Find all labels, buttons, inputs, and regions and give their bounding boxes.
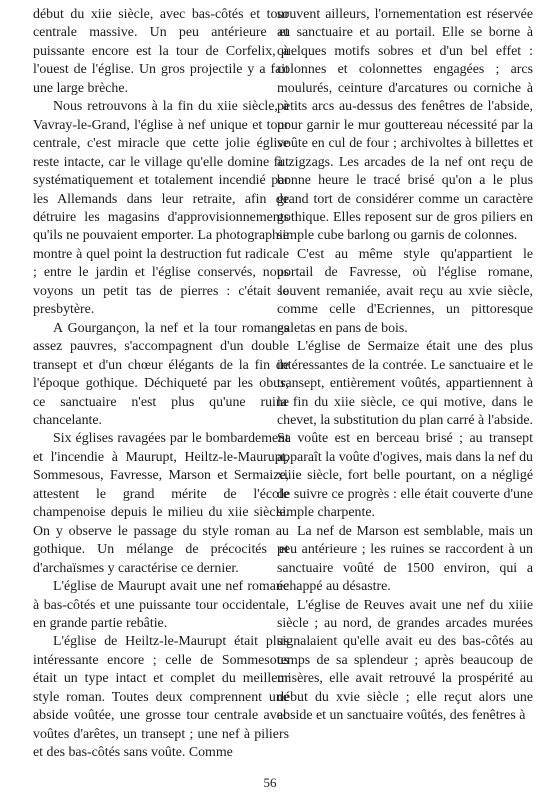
paragraph: souvent ailleurs, l'ornementation est réservée au sanctuaire et au portail. Elle se borne à quelques motifs sobres et d'un bel effet : colonnes et colonnettes engagées ; arcs moulurés, ceinture d'arcatures ou corniche à petits arcs au-dessus des fenêtres de l'abside, pour garnir le mur gouttereau nécessité par la voûte en cul de four ; archivoltes à billettes et à zigzags. Les arcades de la nef ont reçu de bonne heure le tracé brisé qu'on a le plus grand tort de considérer comme un caractère gothique. Elles reposent sur de gros piliers en simple cube barlong ou garnis de colonnes.	[277, 7, 533, 244]
page-number: 56	[263, 775, 277, 790]
paragraph: Nous retrouvons à la fin du xiie siècle, à Vavray-le-Grand, l'église à nef unique et tour centrale, c'est miracle que cette jolie église reste intacte, car le village qu'elle domine fut systématiquement et totalement incendié par les Allemands dans leur retraite, afin de détruire les magasins d'approvisionnements qu'ils ne pouvaient emporter. La photographie montre à quel point la destruction fut radicale ; entre le jardin et l'église conservés, nous voyons un petit tas de pierres : c'était le presbytère.	[33, 99, 289, 318]
paragraph: A Gourgançon, la nef et la tour romanes assez pauvres, s'accompagnent d'un double transept et d'un chœur élégants de la fin de l'époque gothique. Déchiqueté par les obus, ce sanctuaire n'est plus qu'une ruine chancelante.	[33, 320, 289, 428]
left-text-column	[33, 6, 289, 763]
right-text-column	[277, 6, 533, 726]
paragraph: début du xiie siècle, avec bas-côtés et tour centrale massive. Un peu antérieure et puissante encore est la tour de Corfelix, à l'ouest de l'église. Un gros projectile y a fait une large brèche.	[33, 7, 289, 96]
paragraph: La nef de Marson est semblable, mais un peu antérieure ; les ruines se raccordent à un sanctuaire voûté de 1500 environ, qui a échappé au désastre.	[277, 523, 533, 595]
paragraph: C'est au même style qu'appartient le portail de Favresse, où l'église romane, souvent remaniée, avait reçu au xvie siècle, comme celle d'Ecriennes, un pittoresque galetas en pans de bois.	[277, 246, 533, 336]
paragraph: L'église de Reuves avait une nef du xiiie siècle ; au nord, de grandes arcades murées signalaient qu'elle avait eu des bas-côtés au temps de sa splendeur ; après beaucoup de misères, elle avait retrouvé la prospérité au début du xvie siècle ; elle reçut alors une abside et un sanctuaire voûtés, des fenêtres à	[277, 597, 533, 724]
paragraph: L'église de Maurupt avait une nef romane à bas-côtés et une puissante tour occidentale, en grande partie rebâtie.	[33, 579, 289, 631]
paragraph: L'église de Sermaize était une des plus intéressantes de la contrée. Le sanctuaire et le transept, entièrement voûtés, appartiennent à la fin du xiie siècle, ce qui motive, dans le chevet, la substitution du plan carré à l'abside. Sa voûte est en berceau brisé ; au transept apparaît la voûte d'ogives, mais dans la nef du xiiie siècle, fort belle pourtant, on a négligé de suivre ce progrès : elle était couverte d'une simple charpente.	[277, 339, 533, 521]
paragraph: Six églises ravagées par le bombardement et l'incendie à Maurupt, Heiltz-le-Maurupt, Sommesous, Favresse, Marson et Sermaize, attestent le grand mérite de l'école champenoise depuis le milieu du xiie siècle. On y observe le passage du style roman au gothique. Un mélange de précocités et d'archaïsmes y caractérise ce dernier.	[33, 431, 289, 576]
paragraph: L'église de Heiltz-le-Maurupt était plus intéressante encore ; celle de Sommesous était un type intact et complet du meilleur style roman. Toutes deux comprennent une abside voûtée, une grosse tour centrale avec voûtes d'arêtes, un transept ; une nef à piliers et des bas-côtés sans voûte. Comme	[33, 634, 289, 761]
